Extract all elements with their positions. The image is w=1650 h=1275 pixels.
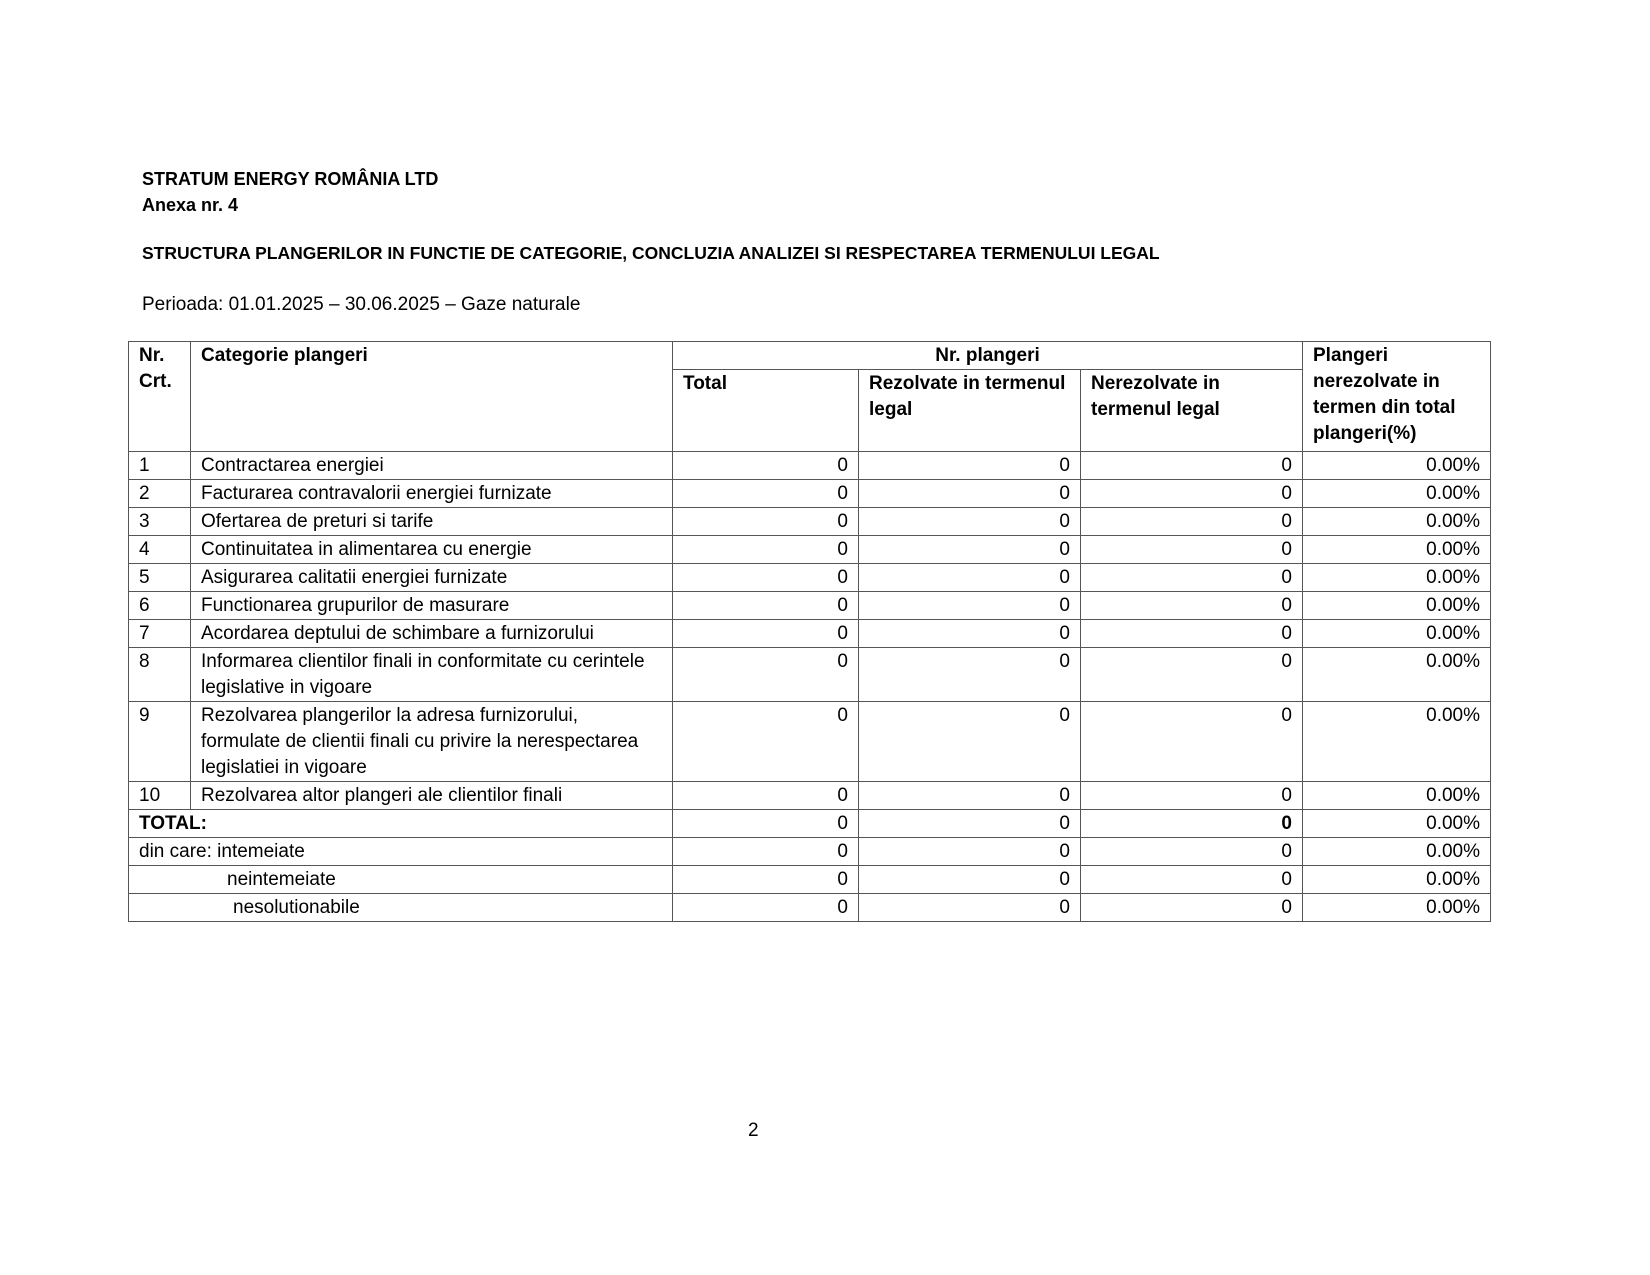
row-nr: 4: [129, 536, 191, 564]
total-nerezolvate: 0: [1081, 810, 1303, 838]
row-category: Functionarea grupurilor de masurare: [191, 592, 673, 620]
row-rezolvate: 0: [859, 782, 1081, 810]
total-total: 0: [673, 810, 859, 838]
row-nr: 7: [129, 620, 191, 648]
breakdown-label: nesolutionabile: [129, 894, 673, 922]
row-nerezolvate: 0: [1081, 536, 1303, 564]
page-number: 2: [748, 1120, 759, 1141]
row-rezolvate: 0: [859, 592, 1081, 620]
breakdown-total: 0: [673, 866, 859, 894]
row-total: 0: [673, 536, 859, 564]
breakdown-row: [129, 894, 1491, 922]
row-nr: 3: [129, 508, 191, 536]
row-total: 0: [673, 592, 859, 620]
table-row: [129, 620, 1491, 648]
period-label: Perioada: 01.01.2025 – 30.06.2025 – Gaze naturale: [142, 294, 581, 315]
table-row: [129, 592, 1491, 620]
breakdown-total: 0: [673, 838, 859, 866]
table-row: [129, 480, 1491, 508]
total-rezolvate: 0: [859, 810, 1081, 838]
breakdown-total: 0: [673, 894, 859, 922]
row-procent: 0.00%: [1303, 508, 1491, 536]
row-nr: 1: [129, 452, 191, 480]
row-procent: 0.00%: [1303, 648, 1491, 702]
table-row: [129, 782, 1491, 810]
row-procent: 0.00%: [1303, 452, 1491, 480]
header-nr-plangeri: Nr. plangeri: [673, 342, 1303, 370]
row-category: Acordarea deptului de schimbare a furnizorului: [191, 620, 673, 648]
row-total: 0: [673, 702, 859, 782]
row-rezolvate: 0: [859, 620, 1081, 648]
breakdown-nerezolvate: 0: [1081, 866, 1303, 894]
breakdown-label: din care: intemeiate: [129, 838, 673, 866]
row-rezolvate: 0: [859, 452, 1081, 480]
breakdown-procent: 0.00%: [1303, 838, 1491, 866]
row-procent: 0.00%: [1303, 592, 1491, 620]
total-label: TOTAL:: [129, 810, 673, 838]
header-row-1: [129, 342, 1491, 370]
table-row: [129, 702, 1491, 782]
header-nr-crt: Nr. Crt.: [129, 342, 191, 452]
row-nerezolvate: 0: [1081, 620, 1303, 648]
row-procent: 0.00%: [1303, 536, 1491, 564]
row-procent: 0.00%: [1303, 702, 1491, 782]
row-category: Ofertarea de preturi si tarife: [191, 508, 673, 536]
breakdown-rezolvate: 0: [859, 866, 1081, 894]
table-row: [129, 648, 1491, 702]
breakdown-procent: 0.00%: [1303, 866, 1491, 894]
row-procent: 0.00%: [1303, 480, 1491, 508]
row-total: 0: [673, 564, 859, 592]
row-nerezolvate: 0: [1081, 508, 1303, 536]
header-category: Categorie plangeri: [191, 342, 673, 452]
breakdown-row: [129, 866, 1491, 894]
row-procent: 0.00%: [1303, 620, 1491, 648]
row-nr: 9: [129, 702, 191, 782]
row-category: Informarea clientilor finali in conformitate cu cerintele legislative in vigoare: [191, 648, 673, 702]
row-total: 0: [673, 452, 859, 480]
row-total: 0: [673, 648, 859, 702]
breakdown-label: neintemeiate: [129, 866, 673, 894]
breakdown-nerezolvate: 0: [1081, 894, 1303, 922]
annex-label: Anexa nr. 4: [142, 195, 239, 215]
row-category: Continuitatea in alimentarea cu energie: [191, 536, 673, 564]
table-row: [129, 508, 1491, 536]
row-nr: 2: [129, 480, 191, 508]
row-nr: 10: [129, 782, 191, 810]
row-nr: 5: [129, 564, 191, 592]
company-name: STRATUM ENERGY ROMÂNIA LTD: [142, 169, 439, 189]
breakdown-procent: 0.00%: [1303, 894, 1491, 922]
header-nerezolvate: Nerezolvate in termenul legal: [1081, 370, 1303, 452]
document-title: STRUCTURA PLANGERILOR IN FUNCTIE DE CATEGORIE, CONCLUZIA ANALIZEI SI RESPECTAREA TERMENULUI LEGAL: [142, 243, 1160, 263]
table-row: [129, 536, 1491, 564]
breakdown-rezolvate: 0: [859, 894, 1081, 922]
breakdown-row: [129, 838, 1491, 866]
row-rezolvate: 0: [859, 480, 1081, 508]
header-procent: Plangeri nerezolvate in termen din total plangeri(%): [1303, 342, 1491, 452]
row-category: Rezolvarea plangerilor la adresa furnizorului, formulate de clientii finali cu privire la nerespectarea legislatiei in vigoare: [191, 702, 673, 782]
row-rezolvate: 0: [859, 564, 1081, 592]
row-category: Asigurarea calitatii energiei furnizate: [191, 564, 673, 592]
row-nerezolvate: 0: [1081, 782, 1303, 810]
breakdown-nerezolvate: 0: [1081, 838, 1303, 866]
table-row: [129, 564, 1491, 592]
row-nr: 6: [129, 592, 191, 620]
row-nerezolvate: 0: [1081, 564, 1303, 592]
table-row: [129, 452, 1491, 480]
document-header: [142, 166, 438, 218]
row-category: Contractarea energiei: [191, 452, 673, 480]
breakdown-rezolvate: 0: [859, 838, 1081, 866]
row-procent: 0.00%: [1303, 782, 1491, 810]
row-rezolvate: 0: [859, 508, 1081, 536]
row-total: 0: [673, 508, 859, 536]
row-total: 0: [673, 782, 859, 810]
row-procent: 0.00%: [1303, 564, 1491, 592]
row-total: 0: [673, 620, 859, 648]
row-nerezolvate: 0: [1081, 592, 1303, 620]
row-rezolvate: 0: [859, 536, 1081, 564]
header-total: Total: [673, 370, 859, 452]
row-nr: 8: [129, 648, 191, 702]
row-rezolvate: 0: [859, 648, 1081, 702]
total-procent: 0.00%: [1303, 810, 1491, 838]
complaints-table: [128, 341, 1491, 922]
row-nerezolvate: 0: [1081, 702, 1303, 782]
total-row: [129, 810, 1491, 838]
row-total: 0: [673, 480, 859, 508]
row-nerezolvate: 0: [1081, 648, 1303, 702]
row-rezolvate: 0: [859, 702, 1081, 782]
header-rezolvate: Rezolvate in termenul legal: [859, 370, 1081, 452]
row-category: Facturarea contravalorii energiei furnizate: [191, 480, 673, 508]
row-nerezolvate: 0: [1081, 452, 1303, 480]
row-category: Rezolvarea altor plangeri ale clientilor finali: [191, 782, 673, 810]
row-nerezolvate: 0: [1081, 480, 1303, 508]
